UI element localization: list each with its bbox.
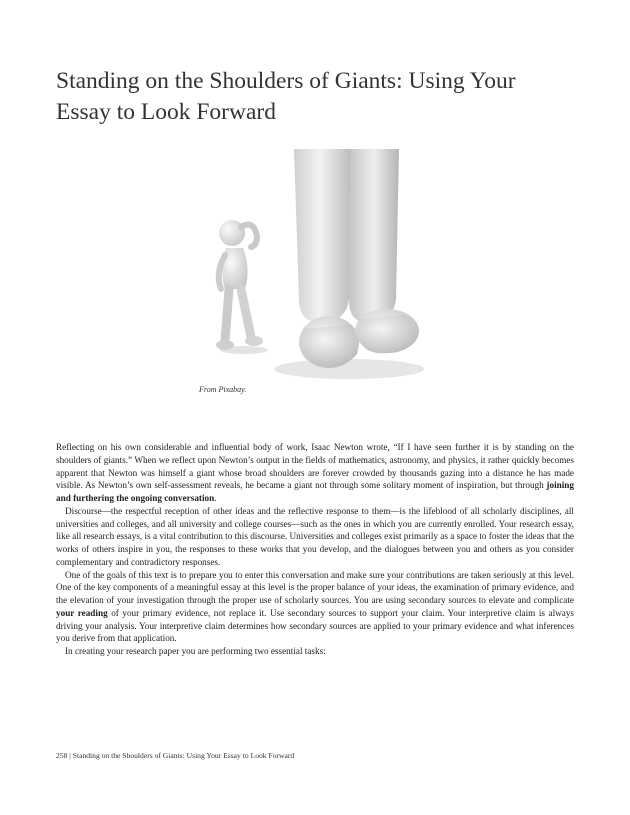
body-text: [56, 441, 574, 658]
paragraph-4: In creating your research paper you are performing two essential tasks:: [65, 646, 326, 656]
giant-legs-illustration-icon: [199, 149, 431, 381]
figure-caption: From Pixabay.: [199, 385, 247, 394]
paragraph-2: Discourse—the respectful reception of other ideas and the reflective response to them—is the lifeblood of all scholarly disciplines, all universities and colleges, and all university and college courses—such as the ones in which you are currently enrolled. Your research essay, like all research essays, is a vital contribution to this discourse. Universities and colleges exist primarily as a space to foster the ideas that the works of others inspire in you, the responses to these works that you develop, and the dialogues between you and others as you consider complementary and contradictory responses.: [56, 505, 574, 567]
bold-phrase: joining and furthering the ongoing conversation: [56, 480, 574, 503]
paragraph-1: Reflecting on his own considerable and influential body of work, Isaac Newton wrote, “If I have seen further it is by standing on the shoulders of giants.” When we reflect upon Newton’s output in the fields of mathematics, astronomy, and physics, it rather quickly becomes apparent that Newton was himself a giant whose broad shoulders are forever crowded by thousands gazing into a distance he has made visible. As Newton’s own self-assessment reveals, he became a giant not through some solitary moment of inspiration, but through joining and furthering the ongoing conversation.: [56, 442, 574, 503]
running-title: Standing on the Shoulders of Giants: Using Your Essay to Look Forward: [72, 751, 295, 760]
footer-separator: |: [69, 751, 71, 760]
figure-illustration: [199, 149, 431, 381]
page-footer: [56, 751, 316, 761]
page-number: 258: [56, 751, 68, 760]
bold-phrase: your reading: [56, 607, 108, 618]
page-title: Standing on the Shoulders of Giants: Using Your Essay to Look Forward: [56, 68, 516, 125]
paragraph-3: One of the goals of this text is to prepare you to enter this conversation and make sure your contributions are taken seriously at this level. One of the key components of a meaningful essay at this level is the proper balance of your ideas, the examination of primary evidence, and the elevation of your investigation through the proper use of scholarly sources. You are using secondary sources to elevate and complicate your reading of your primary evidence, not replace it. Use secondary sources to support your claim. Your interpretive claim is always driving your analysis. Your interpretive claim determines how secondary sources are applied to your primary evidence and what inferences you derive from that application.: [56, 569, 574, 644]
